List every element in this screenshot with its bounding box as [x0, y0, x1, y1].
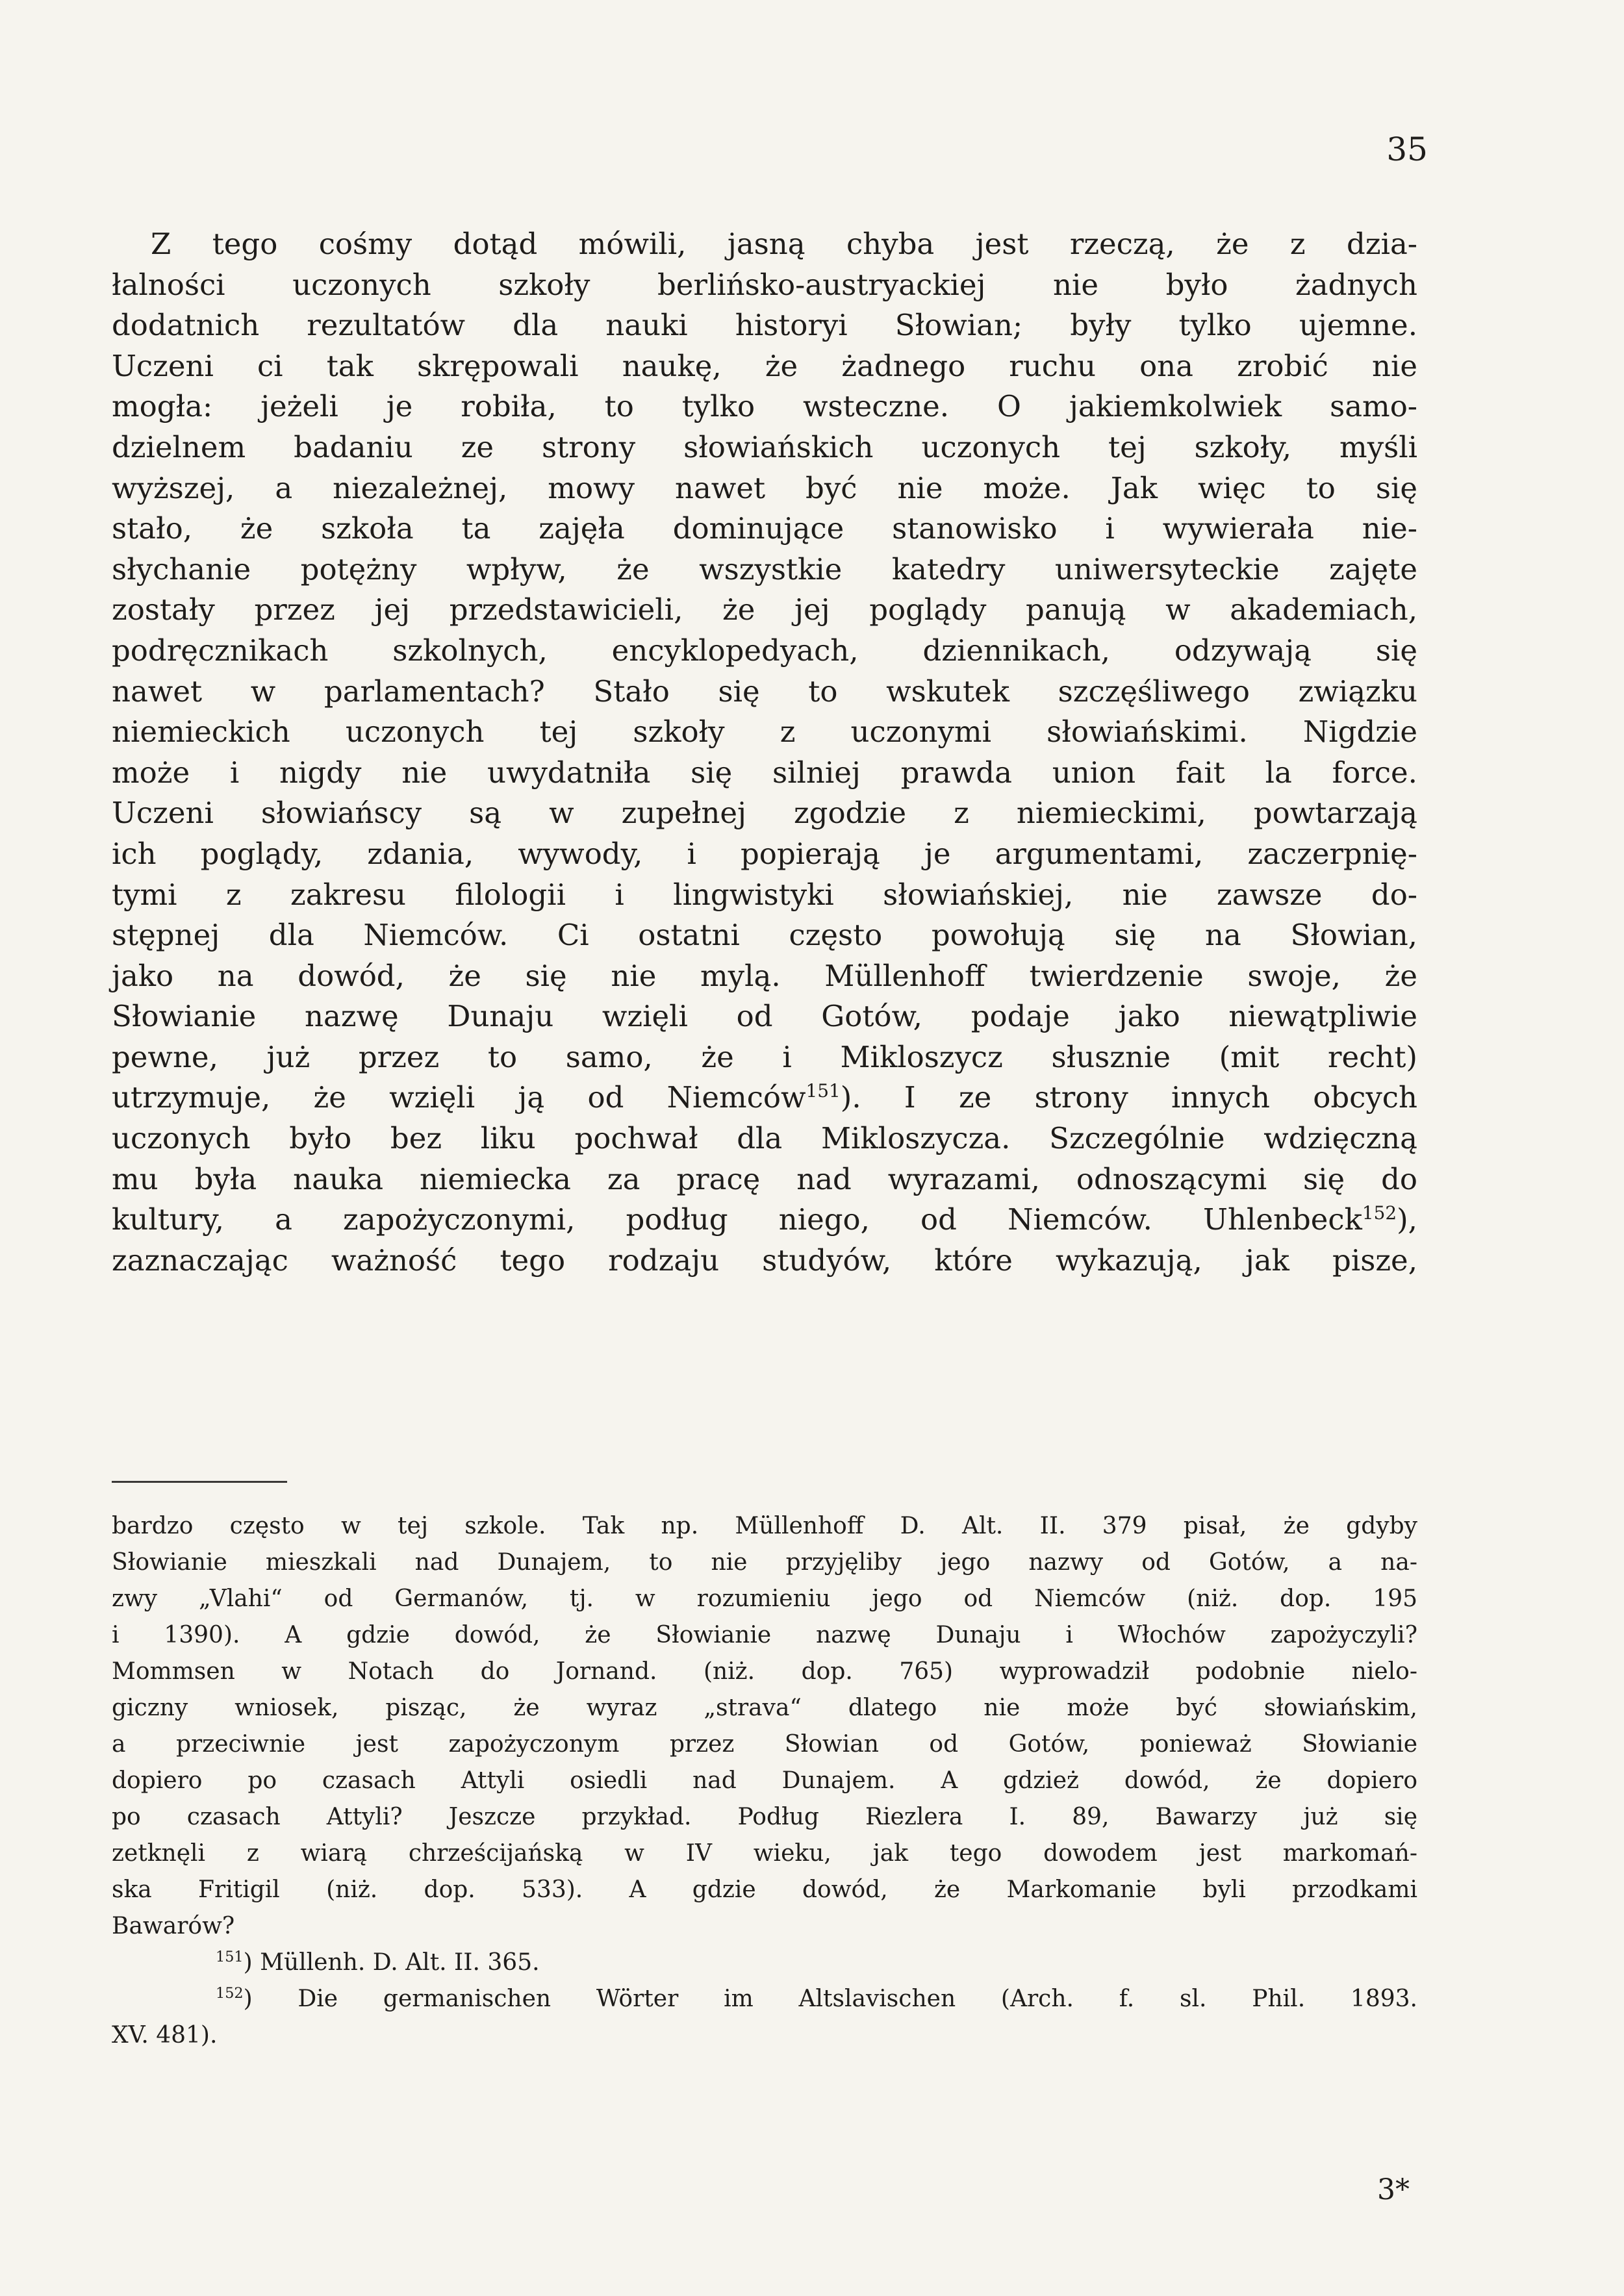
main-text: [112, 224, 1417, 1281]
footnote-mark-151: 151: [216, 1949, 244, 1965]
page-number: 35: [1386, 131, 1428, 168]
text-line: dzielnem badaniu ze strony słowiańskich uczonych tej szkoły, myśli: [112, 429, 1417, 464]
footnote-line: po czasach Attyli? Jeszcze przykład. Podług Riezlera I. 89, Bawarzy już się: [112, 1804, 1417, 1830]
text-line: [112, 1078, 1417, 1118]
text-line: jako na dowód, że się nie mylą. Müllenhoff twierdzenie swoje, że: [112, 958, 1417, 993]
footnote-line: zetknęli z wiarą chrześcijańską w IV wieku, jak tego dowodem jest markomań-: [112, 1840, 1417, 1867]
text-line: zostały przez jej przedstawicieli, że jej poglądy panują w akademiach,: [112, 592, 1417, 627]
footnote-line: Bawarów?: [112, 1913, 235, 1939]
text-line: wyższej, a niezależnej, mowy nawet być nie może. Jak więc to się: [112, 470, 1417, 505]
text-line: uczonych było bez liku pochwał dla Mikloszycza. Szczególnie wdzięczną: [112, 1121, 1417, 1156]
footnote-151: [112, 1945, 1417, 1981]
text-line: ich poglądy, zdania, wywody, i popierają je argumentami, zaczerpnię-: [112, 836, 1417, 871]
text-line: Uczeni ci tak skrępowali naukę, że żadnego ruchu ona zrobić nie: [112, 348, 1417, 383]
text-segment: kultury, a zapożyczonymi, podług niego, od Niemców. Uhlenbeck: [112, 1202, 1362, 1237]
text-line: słychanie potężny wpływ, że wszystkie katedry uniwersyteckie zajęte: [112, 551, 1417, 587]
footnote-ref-151: 151: [806, 1080, 841, 1102]
footnote-152: [112, 1981, 1417, 2017]
text-line: podręcznikach szkolnych, encyklopedyach, dziennikach, odzywają się: [112, 633, 1417, 668]
footnote-divider: [112, 1481, 287, 1483]
text-line: może i nigdy nie uwydatniła się silniej prawda union fait la force.: [112, 755, 1417, 790]
text-line: tymi z zakresu filologii i lingwistyki słowiańskiej, nie zawsze do-: [112, 877, 1417, 912]
footnote-line: ska Fritigil (niż. dop. 533). A gdzie dowód, że Markomanie byli przodkami: [112, 1876, 1417, 1903]
text-line: Uczeni słowiańscy są w zupełnej zgodzie z niemieckimi, powtarzają: [112, 796, 1417, 831]
footnote-ref-152: 152: [1362, 1202, 1397, 1224]
footnote-line: zwy „Vlahi“ od Germanów, tj. w rozumieniu jego od Niemców (niż. dop. 195: [112, 1585, 1417, 1612]
text-line: mogła: jeżeli je robiła, to tylko wsteczne. O jakiemkolwiek samo-: [112, 389, 1417, 424]
footnote-line: Słowianie mieszkali nad Dunajem, to nie przyjęliby jego nazwy od Gotów, a na-: [112, 1549, 1417, 1576]
text-line: stało, że szkoła ta zajęła dominujące stanowisko i wywierała nie-: [112, 511, 1417, 546]
text-line: niemieckich uczonych tej szkoły z uczonymi słowiańskimi. Nigdzie: [112, 714, 1417, 750]
footnote-text: ) Müllenh. D. Alt. II. 365.: [243, 1949, 540, 1976]
text-line: Słowianie nazwę Dunaju wzięli od Gotów, podaje jako niewątpliwie: [112, 999, 1417, 1034]
footnote-text: ) Die germanischen Wörter im Altslavischen (Arch. f. sl. Phil. 1893.: [243, 1986, 1417, 2012]
text-line: stępnej dla Niemców. Ci ostatni często powołują się na Słowian,: [112, 918, 1417, 953]
text-segment: ). I ze strony innych obcych: [840, 1080, 1417, 1115]
text-segment: utrzymuje, że wzięli ją od Niemców: [112, 1080, 806, 1115]
footnote-line: giczny wniosek, pisząc, że wyraz „strava“ dlatego nie może być słowiańskim,: [112, 1695, 1417, 1721]
text-segment: ),: [1397, 1202, 1417, 1237]
footnote-line: i 1390). A gdzie dowód, że Słowianie nazwę Dunaju i Włochów zapożyczyli?: [112, 1622, 1417, 1648]
footnote-line: XV. 481).: [112, 2022, 218, 2049]
text-line: mu była nauka niemiecka za pracę nad wyrazami, odnoszącymi się do: [112, 1161, 1417, 1196]
footnote-line: bardzo często w tej szkole. Tak np. Müllenhoff D. Alt. II. 379 pisał, że gdyby: [112, 1513, 1417, 1539]
text-line: [112, 1200, 1417, 1241]
footnote-line: dopiero po czasach Attyli osiedli nad Dunajem. A gdzież dowód, że dopiero: [112, 1767, 1417, 1794]
text-line: Z tego cośmy dotąd mówili, jasną chyba jest rzeczą, że z dzia-: [151, 227, 1417, 261]
text-line: pewne, już przez to samo, że i Mikloszycz słusznie (mit recht): [112, 1039, 1417, 1074]
footnote-line: Mommsen w Notach do Jornand. (niż. dop. 765) wyprowadził podobnie nielo-: [112, 1658, 1417, 1685]
text-line: nawet w parlamentach? Stało się to wskutek szczęśliwego związku: [112, 674, 1417, 709]
text-line: łalności uczonych szkoły berlińsko-austryackiej nie było żadnych: [112, 267, 1417, 302]
footnotes: [112, 1508, 1417, 2054]
text-line: dodatnich rezultatów dla nauki historyi Słowian; były tylko ujemne.: [112, 308, 1417, 343]
signature-mark: 3*: [1377, 2173, 1410, 2206]
text-line: zaznaczając ważność tego rodzaju studyów, które wykazują, jak pisze,: [112, 1243, 1417, 1278]
footnote-mark-152: 152: [216, 1985, 244, 2002]
footnote-line: a przeciwnie jest zapożyczonym przez Słowian od Gotów, ponieważ Słowianie: [112, 1731, 1417, 1758]
